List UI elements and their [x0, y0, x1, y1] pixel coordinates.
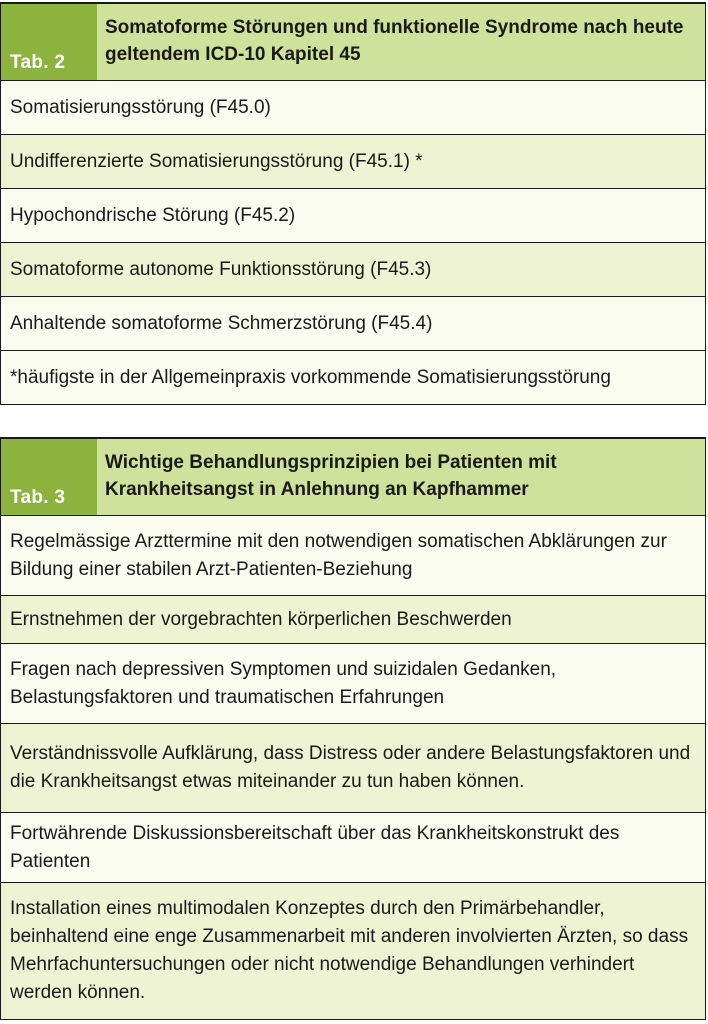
table-2-row: Somatisierungsstörung (F45.0) — [1, 81, 705, 135]
table-3-row: Ernstnehmen der vorgebrachten körperlichen Beschwerden — [1, 596, 705, 644]
table-3-label: Tab. 3 — [1, 439, 97, 515]
table-3-row: Verständnissvolle Aufklärung, dass Distress oder andere Belastungsfaktoren und die Krankheitsangst etwas miteinander zu tun haben können. — [1, 724, 705, 813]
table-3-row: Regelmässige Arzttermine mit den notwendigen somatischen Abklärungen zur Bildung einer stabilen Arzt-Patienten-Beziehung — [1, 516, 705, 596]
table-2-footnote: *häufigste in der Allgemeinpraxis vorkommende Somatisierungsstörung — [1, 351, 705, 404]
table-2-label: Tab. 2 — [1, 4, 97, 80]
table-2-row: Undifferenzierte Somatisierungsstörung (F45.1) * — [1, 135, 705, 189]
table-3-row: Fragen nach depressiven Symptomen und suizidalen Gedanken, Belastungsfaktoren und traumatischen Erfahrungen — [1, 644, 705, 724]
table-2-title: Somatoforme Störungen und funktionelle Syndrome nach heute geltendem ICD-10 Kapitel 45 — [97, 4, 705, 80]
table-2 — [0, 2, 706, 405]
table-3-row: Fortwährende Diskussionsbereitschaft über das Krankheitskonstrukt des Patienten — [1, 813, 705, 883]
table-2-row: Somatoforme autonome Funktionsstörung (F45.3) — [1, 243, 705, 297]
table-3-row: Installation eines multimodalen Konzeptes durch den Primärbehandler, beinhaltend eine enge Zusammenarbeit mit anderen involvierten Ärzten, so dass Mehrfachuntersuchungen oder nicht notwendige Behandlungen verhindert werden können. — [1, 883, 705, 1019]
table-3 — [0, 437, 706, 1020]
table-3-header — [1, 439, 705, 516]
table-2-header — [1, 4, 705, 81]
table-2-row: Anhaltende somatoforme Schmerzstörung (F45.4) — [1, 297, 705, 351]
table-3-title: Wichtige Behandlungsprinzipien bei Patienten mit Krankheitsangst in Anlehnung an Kapfhammer — [97, 439, 705, 515]
table-2-row: Hypochondrische Störung (F45.2) — [1, 189, 705, 243]
